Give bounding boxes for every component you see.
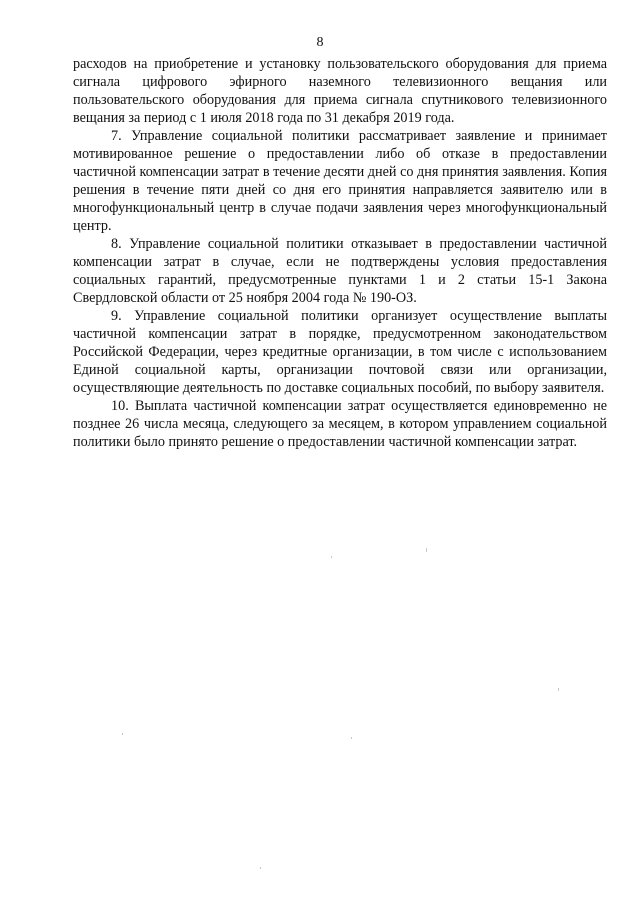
page-number: 8 bbox=[316, 35, 324, 50]
document-body bbox=[73, 55, 607, 451]
scan-speck bbox=[331, 556, 332, 558]
scan-speck bbox=[558, 688, 559, 691]
paragraph-continuation: расходов на приобретение и установку пользовательского оборудования для приема сигнала цифрового эфирного наземного телевизионного вещания или пользовательского оборудования для приема сигнала спутникового телевизионного вещания за период с 1 июля 2018 года по 31 декабря 2019 года. bbox=[73, 56, 607, 126]
scan-speck bbox=[351, 737, 352, 739]
paragraph-item-9: 9. Управление социальной политики организует осуществление выплаты частичной компенсации затрат в порядке, предусмотренном законодательством Российской Федерации, через кредитные организации, в том числе с использованием Единой социальной карты, организации почтовой связи или организации, осуществляющие деятельность по доставке социальных пособий, по выбору заявителя. bbox=[73, 308, 607, 396]
paragraph-item-10: 10. Выплата частичной компенсации затрат осуществляется единовременно не позднее 26 числа месяца, следующего за месяцем, в котором управлением социальной политики было принято решение о предоставлении частичной компенсации затрат. bbox=[73, 398, 607, 450]
scan-speck bbox=[260, 867, 261, 869]
scan-speck bbox=[426, 548, 427, 552]
scan-speck bbox=[122, 733, 123, 735]
paragraph-item-8: 8. Управление социальной политики отказывает в предоставлении частичной компенсации затрат в случае, если не подтверждены условия предоставления социальных гарантий, предусмотренные пунктами 1 и 2 статьи 15-1 Закона Свердловской области от 25 ноября 2004 года № 190-ОЗ. bbox=[73, 236, 607, 306]
paragraph-item-7: 7. Управление социальной политики рассматривает заявление и принимает мотивированное решение о предоставлении либо об отказе в предоставлении частичной компенсации затрат в течение десяти дней со дня принятия заявления. Копия решения в течение пяти дней со дня его принятия направляется заявителю или в многофункциональный центр в случае подачи заявления через многофункциональный центр. bbox=[73, 128, 607, 234]
